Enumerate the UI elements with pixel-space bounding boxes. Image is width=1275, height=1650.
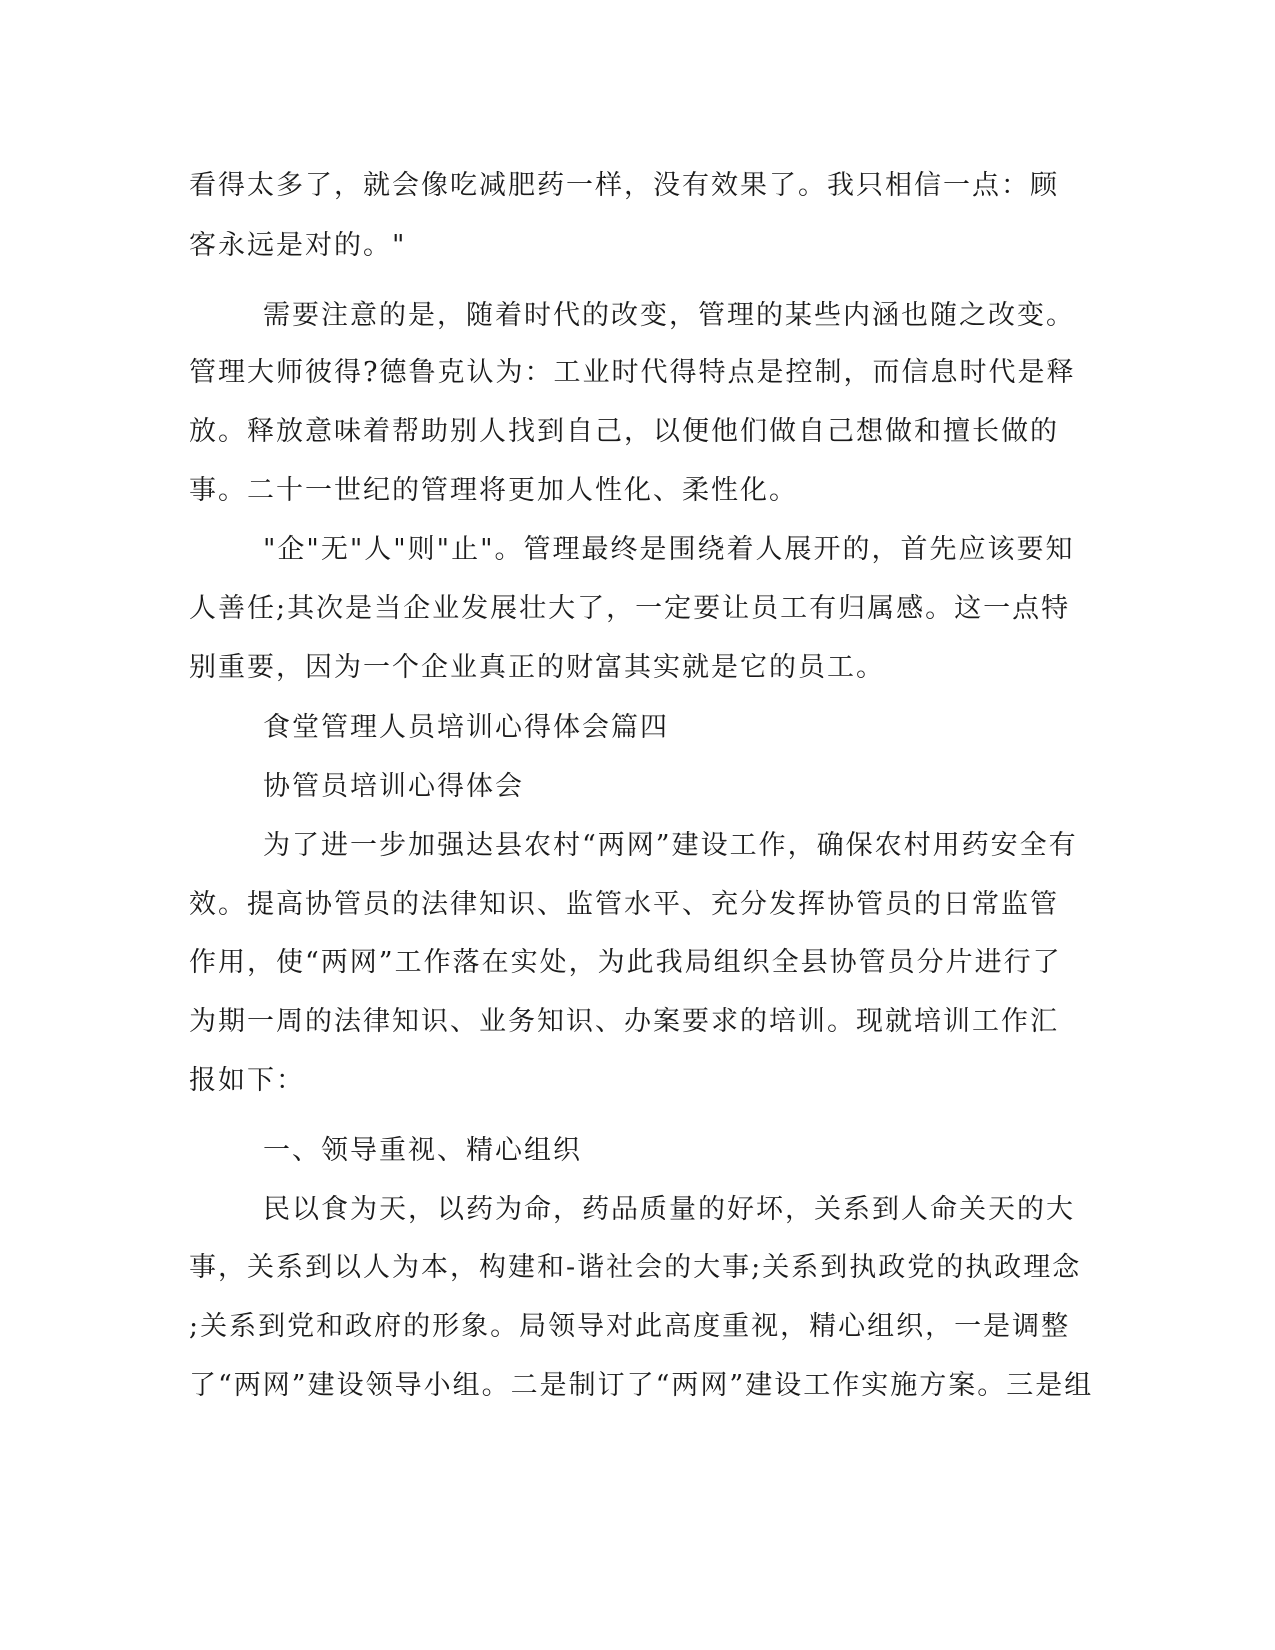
text-line-14: 作用，使“两网”工作落在实处，为此我局组织全县协管员分片进行了 [189,947,1062,978]
text-line-9: 别重要，因为一个企业真正的财富其实就是它的员工。 [189,652,885,683]
section-subheading: 协管员培训心得体会 [263,771,524,802]
text-line-6: 事。二十一世纪的管理将更加人性化、柔性化。 [189,475,798,506]
text-line-18: 民以食为天，以药为命，药品质量的好坏，关系到人命关天的大 [263,1194,1075,1225]
numbered-heading: 一、领导重视、精心组织 [263,1135,582,1166]
text-line-13: 效。提高协管员的法律知识、监管水平、充分发挥协管员的日常监管 [189,889,1059,920]
text-line-5: 放。释放意味着帮助别人找到自己，以便他们做自己想做和擅长做的 [189,416,1059,447]
text-line-3: 需要注意的是，随着时代的改变，管理的某些内涵也随之改变。 [263,300,1075,331]
text-line-7: "企"无"人"则"止"。管理最终是围绕着人展开的，首先应该要知 [263,534,1075,565]
text-line-16: 报如下： [189,1065,305,1096]
text-line-15: 为期一周的法律知识、业务知识、办案要求的培训。现就培训工作汇 [189,1006,1059,1037]
text-line-4: 管理大师彼得?德鲁克认为：工业时代得特点是控制，而信息时代是释 [189,357,1076,388]
text-line-12: 为了进一步加强达县农村“两网”建设工作，确保农村用药安全有 [263,830,1078,861]
text-line-19: 事，关系到以人为本，构建和-谐社会的大事;关系到执政党的执政理念 [189,1252,1082,1283]
text-line-20: ;关系到党和政府的形象。局领导对此高度重视，精心组织，一是调整 [189,1311,1071,1342]
text-line-21: 了“两网”建设领导小组。二是制订了“两网”建设工作实施方案。三是组 [189,1370,1094,1401]
section-heading: 食堂管理人员培训心得体会篇四 [263,712,669,743]
text-line-2: 客永远是对的。" [189,230,407,261]
text-line-1: 看得太多了，就会像吃减肥药一样，没有效果了。我只相信一点：顾 [189,170,1059,201]
text-line-8: 人善任;其次是当企业发展壮大了，一定要让员工有归属感。这一点特 [189,593,1071,624]
